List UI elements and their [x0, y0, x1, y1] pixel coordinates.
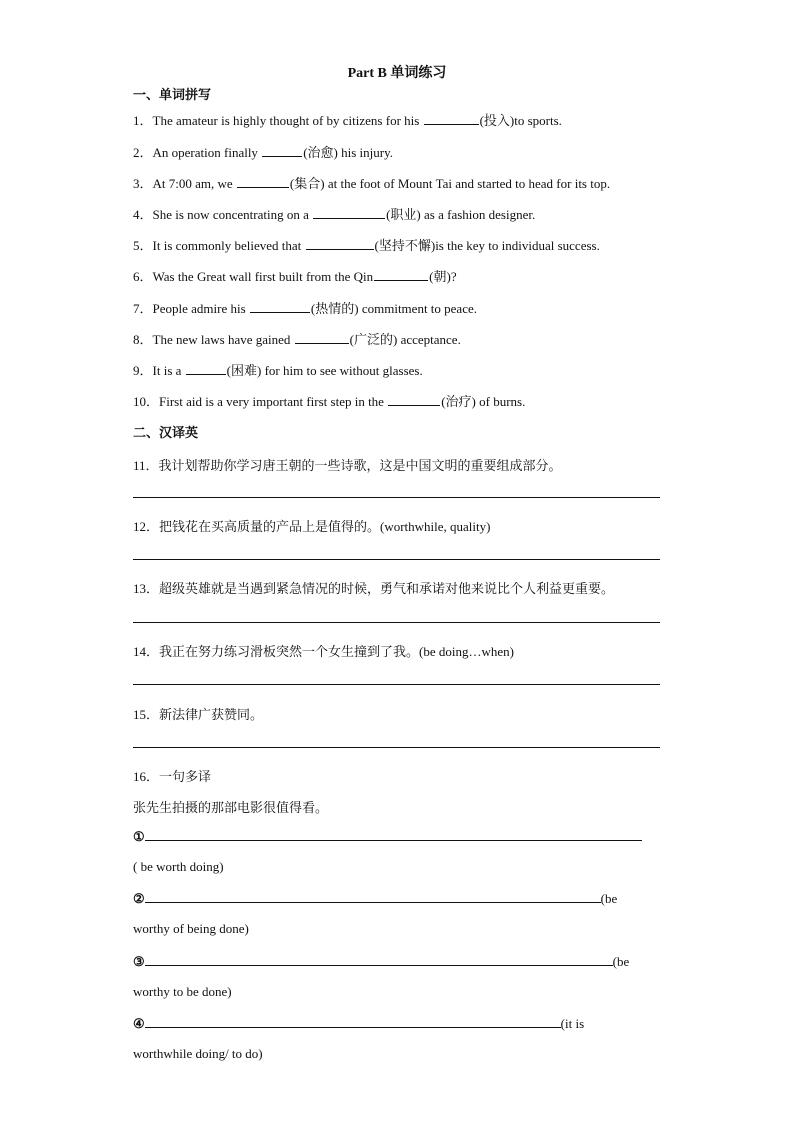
question-number: 8． — [133, 332, 153, 347]
chinese-hint: (朝) — [429, 269, 451, 284]
spelling-question — [133, 391, 525, 410]
structure-hint: worthwhile doing/ to do) — [133, 1046, 263, 1061]
translation-question: 13．超级英雄就是当遇到紧急情况的时候，勇气和承诺对他来说比个人利益更重要。 — [133, 581, 615, 596]
question-number: 4． — [133, 207, 153, 222]
multi-answer-row — [133, 1015, 584, 1032]
spelling-question — [133, 298, 477, 317]
translation-question: 12．把钱花在买高质量的产品上是值得的。(worthwhile, quality) — [133, 519, 491, 534]
answer-blank[interactable] — [306, 237, 374, 250]
answer-blank[interactable] — [262, 144, 302, 157]
chinese-hint: (热情的) — [310, 301, 359, 316]
question-number: 9． — [133, 363, 153, 378]
question-text: People admire his — [152, 301, 249, 316]
answer-blank[interactable] — [295, 331, 349, 344]
answer-blank[interactable] — [237, 175, 289, 188]
page-title: Part B 单词练习 — [347, 66, 447, 81]
circled-number-1: ① — [133, 829, 145, 844]
chinese-hint: (坚持不懈) — [374, 238, 436, 253]
hint-tail: (it is — [560, 1016, 585, 1031]
question-number: 10． — [133, 394, 160, 409]
chinese-hint: (集合) — [289, 176, 325, 191]
question-text: It is a — [152, 363, 185, 378]
structure-hint: worthy of being done) — [133, 921, 249, 936]
spelling-question — [133, 173, 610, 192]
question-number: 5． — [133, 238, 153, 253]
answer-line[interactable] — [133, 747, 660, 748]
answer-blank[interactable] — [424, 112, 479, 125]
question-text-tail: commitment to peace. — [358, 301, 477, 316]
question-text-tail: to sports. — [514, 113, 562, 128]
multi-answer-row — [133, 953, 629, 970]
structure-hint: worthy to be done) — [133, 984, 232, 999]
circled-number-4: ④ — [133, 1016, 145, 1031]
translation-question: 11．我计划帮助你学习唐王朝的一些诗歌，这是中国文明的重要组成部分。 — [133, 458, 562, 473]
hint-tail: (be — [600, 891, 618, 906]
question-text-tail: acceptance. — [397, 332, 461, 347]
spelling-question — [133, 142, 393, 161]
chinese-hint: (投入) — [479, 113, 515, 128]
question-text-tail: is the key to individual success. — [435, 238, 600, 253]
section-heading-spelling: 一、单词拼写 — [133, 87, 212, 102]
spelling-question — [133, 266, 457, 285]
answer-blank[interactable] — [250, 300, 310, 313]
answer-line[interactable] — [145, 828, 642, 841]
question-number: 1． — [133, 113, 153, 128]
multi-translation-heading: 16．一句多译 — [133, 769, 212, 784]
answer-line[interactable] — [145, 1015, 561, 1028]
answer-line[interactable] — [133, 622, 660, 623]
chinese-hint: (职业) — [386, 207, 421, 222]
question-number: 7． — [133, 301, 153, 316]
multi-translation-sentence: 张先生拍摄的那部电影很值得看。 — [133, 800, 329, 815]
question-text-tail: for him to see without glasses. — [261, 363, 423, 378]
answer-line[interactable] — [145, 953, 613, 966]
chinese-hint: (广泛的) — [349, 332, 398, 347]
circled-number-3: ③ — [133, 954, 145, 969]
question-text: The amateur is highly thought of by citizens for his — [152, 113, 423, 128]
spelling-question — [133, 204, 535, 223]
question-text: First aid is a very important first step in the — [159, 394, 388, 409]
spelling-question — [133, 360, 423, 379]
answer-blank[interactable] — [374, 268, 428, 281]
question-number: 3． — [133, 176, 153, 191]
answer-blank[interactable] — [313, 206, 385, 219]
question-text: Was the Great wall first built from the Qin — [152, 269, 374, 284]
answer-blank[interactable] — [186, 362, 226, 375]
question-text-tail: of burns. — [475, 394, 526, 409]
spelling-question — [133, 110, 562, 129]
chinese-hint: (治疗) — [441, 394, 476, 409]
question-text-tail: at the foot of Mount Tai and started to head for its top. — [324, 176, 611, 191]
question-number: 6． — [133, 269, 153, 284]
question-text-tail: his injury. — [337, 145, 393, 160]
structure-hint: ( be worth doing) — [133, 859, 224, 874]
question-text: The new laws have gained — [152, 332, 294, 347]
section-heading-translation: 二、汉译英 — [133, 425, 199, 440]
question-text: An operation finally — [152, 145, 262, 160]
chinese-hint: (治愈) — [303, 145, 338, 160]
answer-line[interactable] — [133, 684, 660, 685]
question-text: It is commonly believed that — [152, 238, 305, 253]
translation-question: 14．我正在努力练习滑板突然一个女生撞到了我。(be doing…when) — [133, 644, 514, 659]
chinese-hint: (困难) — [226, 363, 262, 378]
hint-tail: (be — [612, 954, 630, 969]
circled-number-2: ② — [133, 891, 145, 906]
question-text: She is now concentrating on a — [152, 207, 313, 222]
question-text-tail: as a fashion designer. — [420, 207, 536, 222]
question-number: 2． — [133, 145, 153, 160]
answer-line[interactable] — [133, 559, 660, 560]
multi-answer-row — [133, 890, 617, 907]
spelling-question — [133, 329, 461, 348]
answer-line[interactable] — [133, 497, 660, 498]
question-text: At 7:00 am, we — [152, 176, 236, 191]
question-text-tail: ? — [450, 269, 457, 284]
translation-question: 15．新法律广获赞同。 — [133, 707, 264, 722]
answer-line[interactable] — [145, 890, 601, 903]
answer-blank[interactable] — [388, 393, 440, 406]
multi-answer-row — [133, 828, 642, 845]
spelling-question — [133, 235, 600, 254]
